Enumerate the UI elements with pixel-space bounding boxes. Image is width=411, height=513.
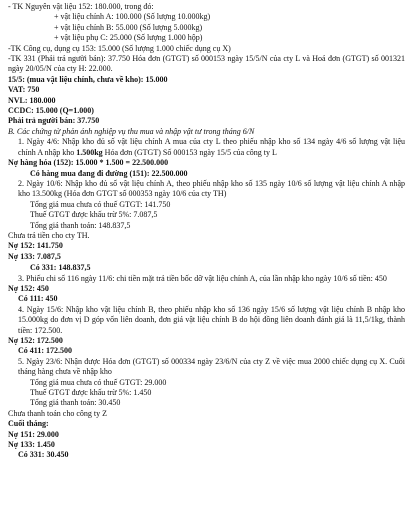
entry-line: Cuối tháng: bbox=[8, 419, 49, 429]
text-line: + vật liệu phụ C: 25.000 (Số lượng 1.000 hộp) bbox=[54, 33, 203, 43]
entry-line: NVL: 180.000 bbox=[8, 95, 56, 105]
text-paragraph: -TK 331 (Phải trả người bán): 37.750 Hóa đơn (GTGT) số 000153 ngày 15/5/N của cty L và Hoá đơn (GTGT) số 001321 ngày 20/05/N của cty H: 22.000. bbox=[8, 54, 405, 74]
text-line: Thuế GTGT được khấu trừ 5%: 1.450 bbox=[30, 388, 152, 398]
entry-line: Nợ hàng hóa (152): 15.000 * 1.500 = 22.500.000 bbox=[8, 158, 169, 168]
entry-line: Nợ 133: 1.450 bbox=[8, 440, 55, 450]
text-paragraph: 2. Ngày 10/6: Nhập kho đủ số vật liệu chính A, theo phiếu nhập kho số 135 ngày 10/6 số lượng vật liệu chính A nhập kho 13.500kg (Hóa đơn GTGT số 000353 ngày 10/6 của cty TH) bbox=[18, 178, 405, 199]
entry-line: VAT: 750 bbox=[8, 85, 40, 95]
text-paragraph: 3. Phiếu chi số 116 ngày 11/6: chi tiền mặt trả tiền bốc dỡ vật liệu chính A, của lần nhập kho ngày 10/6 số tiền: 450 bbox=[18, 273, 387, 283]
text-line: Tổng giá mua chưa có thuế GTGT: 141.750 bbox=[30, 199, 171, 209]
entry-line: 15/5: (mua vật liệu chính, chưa về kho): 15.000 bbox=[8, 74, 168, 84]
entry-line: Có 331: 148.837,5 bbox=[30, 263, 91, 273]
entry-line: Phải trả người bán: 37.750 bbox=[8, 116, 100, 126]
entry-line: CCDC: 15.000 (Q=1.000) bbox=[8, 106, 94, 116]
text-line: + vật liệu chính A: 100.000 (Số lượng 10.000kg) bbox=[54, 12, 211, 22]
section-heading: B. Các chứng từ phản ánh nghiệp vụ thu mua và nhập vật tư trong tháng 6/N bbox=[8, 126, 255, 136]
text-line: Tổng giá mua chưa có thuế GTGT: 29.000 bbox=[30, 377, 167, 387]
entry-line: Có 111: 450 bbox=[18, 294, 58, 304]
text-line: - TK Nguyên vật liệu 152: 180.000, trong đó: bbox=[8, 2, 154, 11]
text-paragraph: 4. Ngày 15/6: Nhập kho vật liệu chính B, theo phiếu nhập kho số 136 ngày 15/6 số lượng vật liệu chính B nhập kho 15.000kg do đơn vị D góp vốn liên doanh, đơn giá vật liệu chính B do hội đồng liên doanh đánh giá là 11,5/1kg, thành tiền: 172.500. bbox=[18, 304, 405, 335]
text-line: Tổng giá thanh toán: 148.837,5 bbox=[30, 220, 131, 230]
entry-line: Nợ 152: 141.750 bbox=[8, 241, 63, 251]
entry-line: Có hàng mua đang đi đường (151): 22.500.000 bbox=[30, 168, 188, 178]
text-line: Chưa thanh toán cho công ty Z bbox=[8, 408, 107, 418]
entry-line: Nợ 151: 29.000 bbox=[8, 429, 59, 439]
text-line: Chưa trả tiền cho cty TH. bbox=[8, 230, 90, 240]
entry-line: Nợ 152: 450 bbox=[8, 283, 49, 293]
text-paragraph: 5. Ngày 23/6: Nhận được Hóa đơn (GTGT) số 000334 ngày 23/6/N của cty Z về việc mua 2000 chiếc dụng cụ X. Cuối tháng hàng chưa về nhập kho bbox=[18, 356, 405, 377]
entry-line: Nợ 133: 7.087,5 bbox=[8, 251, 61, 261]
text-line: Tổng giá thanh toán: 30.450 bbox=[30, 398, 121, 408]
entry-line: Có 411: 172.500 bbox=[18, 346, 72, 356]
text-line: -TK Công cụ, dụng cụ 153: 15.000 (Số lượng 1.000 chiếc dụng cụ X) bbox=[8, 43, 231, 53]
text-line: Thuế GTGT được khấu trừ 5%: 7.087,5 bbox=[30, 210, 158, 220]
entry-line: Nợ 152: 172.500 bbox=[8, 336, 63, 345]
text-line: + vật liệu chính B: 55.000 (Số lượng 5.000kg) bbox=[54, 22, 203, 32]
text-paragraph: 1. Ngày 4/6: Nhập kho đủ số vật liệu chính A mua của cty L theo phiếu nhập kho số 134 ngày 4/6 số lượng vật liệu chính A nhập kho 1.500kg Hóa đơn (GTGT) Số 000153 ngày 15/5 của công ty L bbox=[18, 137, 405, 157]
entry-line: Có 331: 30.450 bbox=[18, 450, 69, 460]
